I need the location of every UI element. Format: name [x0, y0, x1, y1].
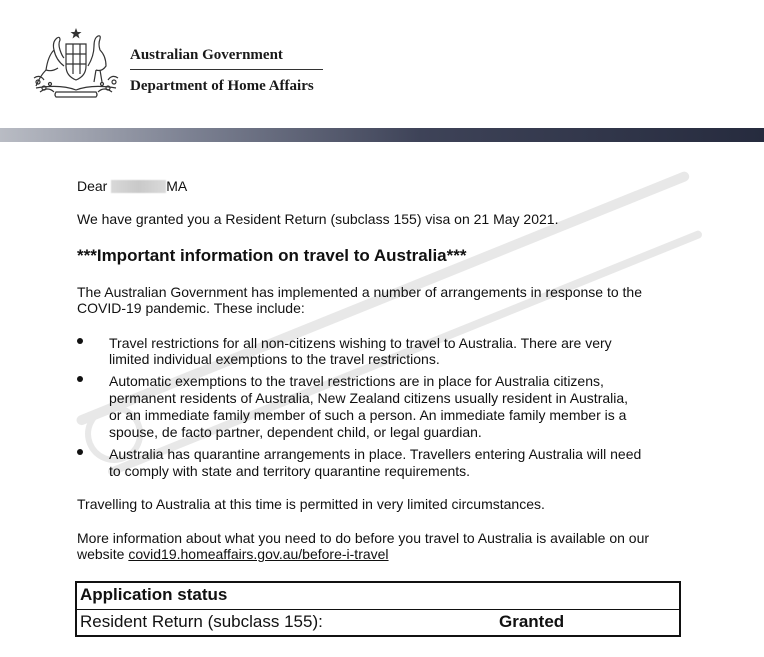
coat-of-arms-icon	[30, 26, 122, 98]
bullet-icon	[77, 376, 83, 382]
bullet-2-line-4: spouse, de facto partner, dependent child, or legal guardian.	[109, 424, 482, 440]
before-i-travel-link[interactable]: covid19.homeaffairs.gov.au/before-i-travel	[128, 546, 389, 562]
bullet-1-line-1: Travel restrictions for all non-citizens wishing to travel to Australia. There are very	[109, 335, 612, 351]
application-status-title: Application status	[80, 585, 228, 604]
salutation-prefix: Dear	[77, 178, 108, 194]
more-info-website	[77, 546, 389, 562]
important-heading: ***Important information on travel to Australia***	[77, 246, 467, 265]
letterhead	[0, 0, 764, 128]
header-band	[0, 128, 764, 142]
bullet-2-line-1: Automatic exemptions to the travel restrictions are in place for Australia citizens,	[109, 373, 604, 389]
more-info-line: More information about what you need to do before you travel to Australia is available on our	[77, 530, 650, 546]
travel-note: Travelling to Australia at this time is permitted in very limited circumstances.	[77, 496, 545, 512]
grant-statement: We have granted you a Resident Return (subclass 155) visa on 21 May 2021.	[77, 211, 559, 227]
salutation	[77, 178, 187, 194]
bullet-3-line-2: to comply with state and territory quarantine requirements.	[109, 463, 471, 479]
table-divider	[77, 609, 679, 610]
intro-line-1: The Australian Government has implemented a number of arrangements in response to the	[77, 284, 642, 300]
website-label: website	[77, 546, 125, 562]
department-name: Department of Home Affairs	[130, 78, 314, 94]
bullet-1-line-2: limited individual exemptions to the travel restrictions.	[109, 351, 440, 367]
status-value: Granted	[499, 612, 565, 631]
bullet-2-line-3: or an immediate family member of such a person. An immediate family member is a	[109, 407, 627, 423]
government-name: Australian Government	[130, 47, 283, 63]
header-divider	[130, 69, 323, 70]
bullet-icon	[77, 338, 83, 344]
redacted-name	[111, 180, 166, 193]
salutation-suffix: MA	[166, 178, 188, 194]
intro-line-2: COVID-19 pandemic. These include:	[77, 300, 305, 316]
bullet-3-line-1: Australia has quarantine arrangements in place. Travellers entering Australia will need	[109, 446, 642, 462]
bullet-icon	[77, 449, 83, 455]
bullet-2-line-2: permanent residents of Australia, New Zealand citizens usually resident in Australia,	[109, 390, 629, 406]
visa-subclass-label: Resident Return (subclass 155):	[80, 612, 323, 631]
